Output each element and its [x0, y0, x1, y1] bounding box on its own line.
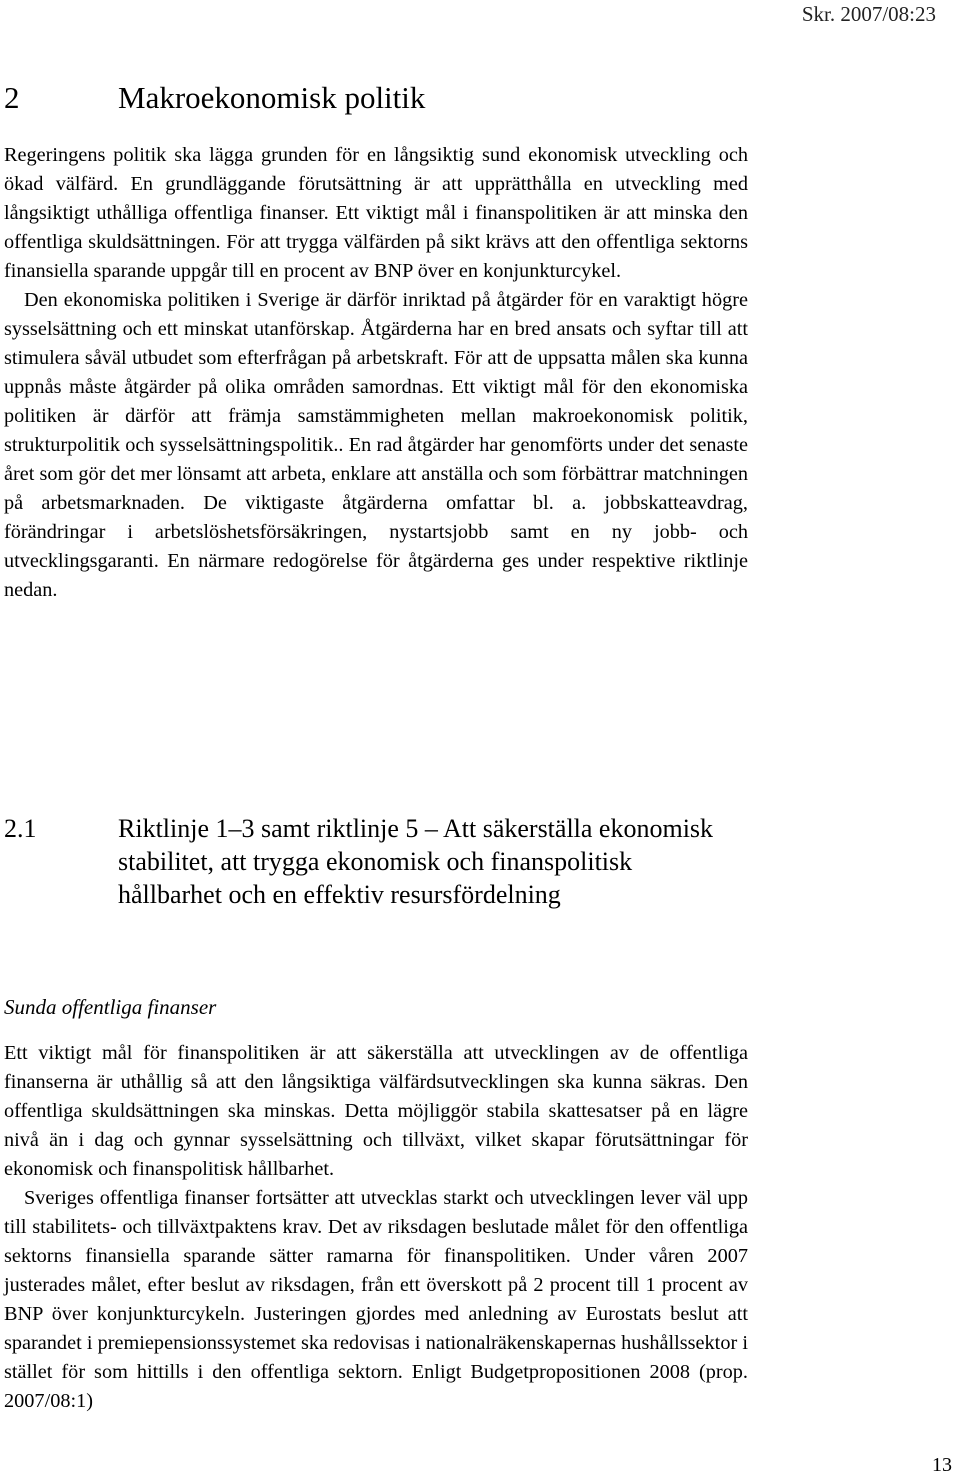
- chapter-heading: [4, 78, 944, 118]
- subsection-paragraph-1: Ett viktigt mål för finanspolitiken är att säkerställa att utvecklingen av de offentliga finanserna är uthållig så att den långsiktiga välfärdsutvecklingen ska kunna säkras. Den offentliga skuldsättningen ska minskas. Detta möjliggör stabila skattesatser på en lägre nivå än i dag och gynnar sysselsättning och tillväxt, vilket skapar förutsättningar för ekonomisk och finanspolitisk hållbarhet.: [4, 1042, 748, 1180]
- page-number: 13: [932, 1454, 952, 1476]
- chapter-number: 2: [4, 80, 20, 115]
- subsection-paragraph-2: Sveriges offentliga finanser fortsätter att utvecklas starkt och utvecklingen lever väl upp till stabilitets- och tillväxtpaktens krav. Det av riksdagen beslutade målet för den offentliga sektorns finansiella sparande sätter ramarna för finanspolitiken. Under våren 2007 justerades målet, efter beslut av riksdagen, från ett överskott på 2 procent till 1 procent av BNP över konjunkturcykeln. Justeringen gjordes med anledning av Eurostats beslut att sparandet i premiepensionssystemet ska redovisas i nationalräkenskapernas hushållssektor i stället för som hittills i den offentliga sektorn. Enligt Budgetpropositionen 2008 (prop. 2007/08:1): [4, 1187, 748, 1412]
- section-number: 2.1: [4, 814, 37, 843]
- document-reference: Skr. 2007/08:23: [801, 2, 936, 26]
- subsection-text: [4, 1039, 748, 1416]
- chapter-title: Makroekonomisk politik: [118, 80, 426, 115]
- subsection-heading: Sunda offentliga finanser: [4, 995, 217, 1019]
- intro-paragraph-2: Den ekonomiska politiken i Sverige är därför inriktad på åtgärder för en varaktigt högre sysselsättning och ett minskat utanförskap. Åtgärderna har en bred ansats och syftar till att stimulera såväl utbudet som efterfrågan på arbetskraft. För att de uppsatta målen ska kunna uppnås måste åtgärder på olika områden samordnas. Ett viktigt mål för den ekonomiska politiken är därför att främja samstämmigheten mellan makroekonomisk politik, strukturpolitik och sysselsättningspolitik.. En rad åtgärder har genomförts under det senaste året som gör det mer lönsamt att arbeta, enklare att anställa och som förbättrar matchningen på arbetsmarknaden. De viktigaste åtgärderna omfattar bl. a. jobbskatteavdrag, förändringar i arbetslöshetsförsäkringen, nystartsjobb samt en ny jobb- och utvecklingsgaranti. En närmare redogörelse för åtgärderna ges under respektive riktlinje nedan.: [4, 289, 748, 601]
- section-heading: [4, 812, 724, 911]
- intro-text: [4, 141, 748, 605]
- intro-paragraph-1: Regeringens politik ska lägga grunden för en långsiktig sund ekonomisk utveckling och ökad välfärd. En grundläggande förutsättning är att upprätthålla en utveckling med långsiktigt uthålliga offentliga finanser. Ett viktigt mål i finanspolitiken är att minska den offentliga skuldsättningen. För att trygga välfärden på sikt krävs att den offentliga sektorns finansiella sparande uppgår till en procent av BNP över en konjunkturcykel.: [4, 144, 748, 282]
- section-title: Riktlinje 1–3 samt riktlinje 5 – Att säkerställa ekonomisk stabilitet, att trygga ekonomisk och finanspolitisk hållbarhet och en effektiv resursfördelning: [118, 814, 714, 909]
